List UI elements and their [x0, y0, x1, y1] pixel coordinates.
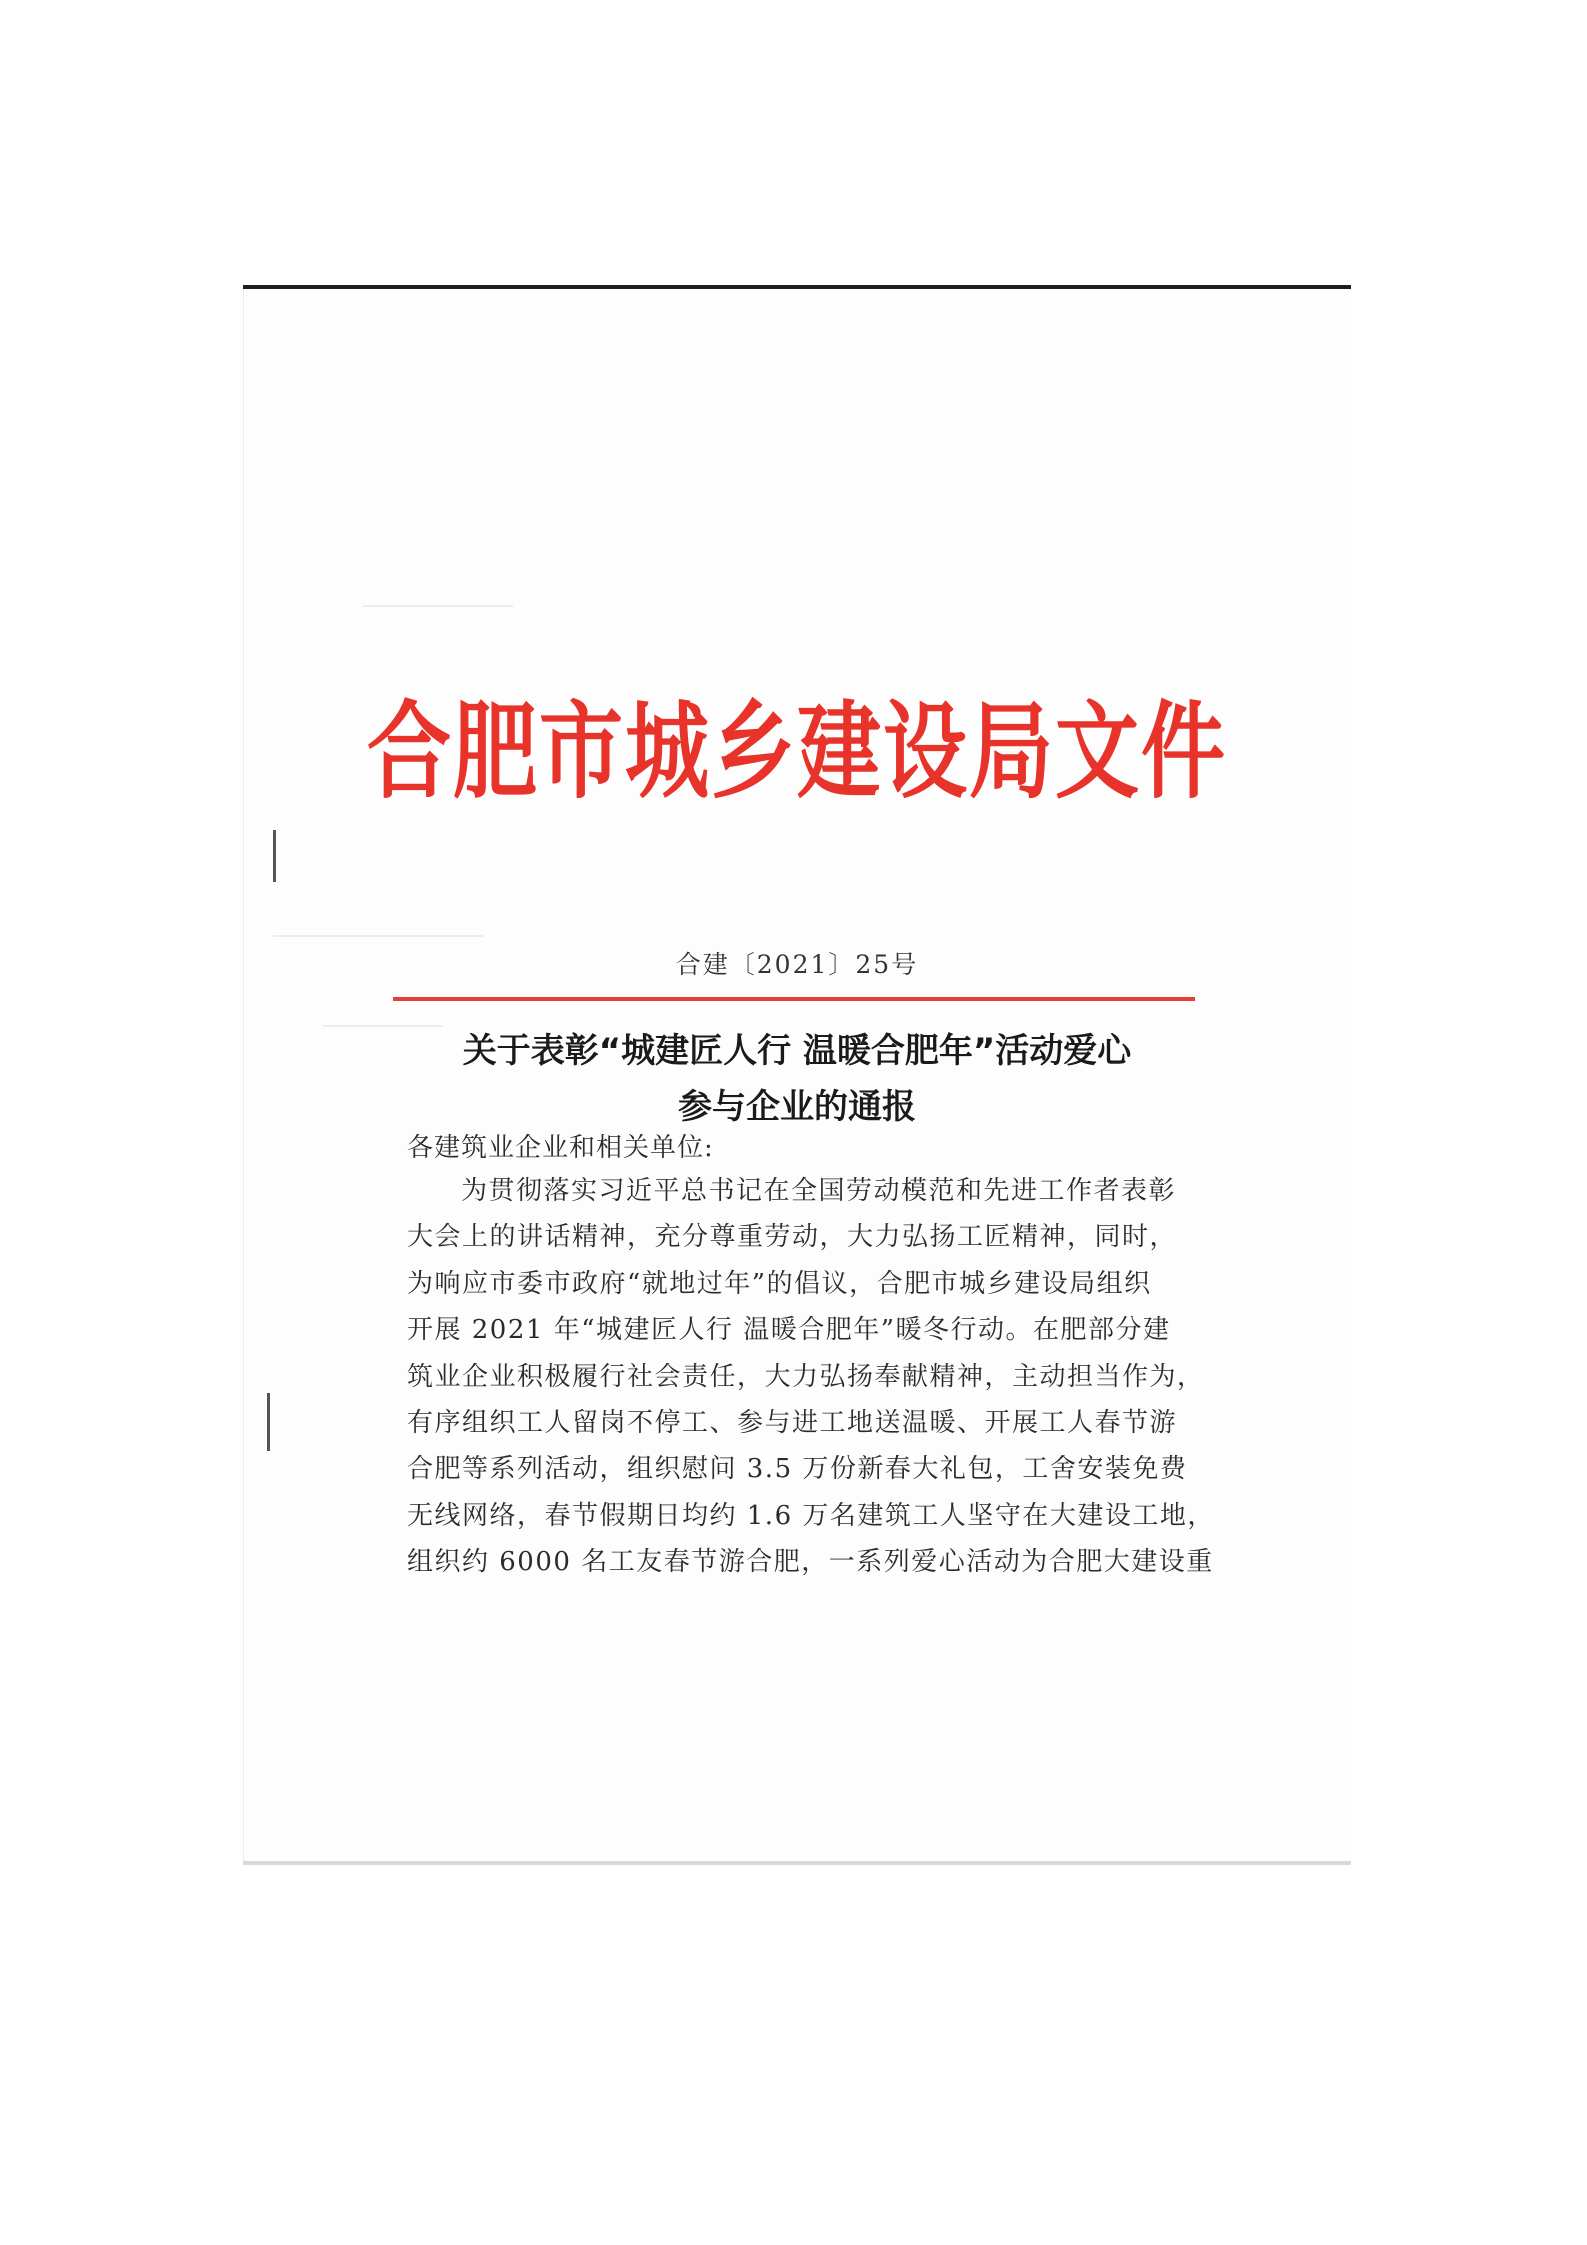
red-divider — [393, 997, 1195, 1001]
binding-mark — [267, 1393, 270, 1451]
bleed-through-mark — [363, 605, 513, 607]
issuer-header: 合肥市城乡建设局文件 — [366, 690, 1227, 813]
notice-title — [243, 1023, 1351, 1135]
scanned-page — [243, 285, 1351, 1865]
salutation: 各建筑业企业和相关单位: — [407, 1133, 714, 1163]
body-line: 组织约 6000 名工友春节游合肥，一系列爱心活动为合肥大建设重 — [407, 1547, 1214, 1578]
body-line: 无线网络，春节假期日均约 1.6 万名建筑工人坚守在大建设工地， — [407, 1500, 1215, 1531]
body-paragraph — [407, 1168, 1215, 1586]
binding-mark — [273, 830, 276, 882]
notice-title-line: 参与企业的通报 — [678, 1087, 916, 1127]
body-line: 合肥等系列活动，组织慰问 3.5 万份新春大礼包，工舍安装免费 — [407, 1454, 1188, 1485]
document-number: 合建〔2021〕25号 — [675, 950, 919, 979]
bleed-through-mark — [273, 935, 483, 937]
body-line: 开展 2021 年“城建匠人行 温暖合肥年”暖冬行动。在肥部分建 — [407, 1315, 1171, 1346]
body-line: 大会上的讲话精神，充分尊重劳动，大力弘扬工匠精神，同时， — [407, 1222, 1178, 1253]
body-line: 筑业企业积极履行社会责任，大力弘扬奉献精神，主动担当作为， — [407, 1361, 1205, 1392]
body-line: 有序组织工人留岗不停工、参与进工地送温暖、开展工人春节游 — [407, 1408, 1178, 1439]
scan-top-edge — [243, 285, 1351, 289]
body-line: 为贯彻落实习近平总书记在全国劳动模范和先进工作者表彰 — [461, 1176, 1177, 1206]
body-line: 为响应市委市政府“就地过年”的倡议，合肥市城乡建设局组织 — [407, 1268, 1152, 1299]
notice-title-line: 关于表彰“城建匠人行 温暖合肥年”活动爱心 — [462, 1031, 1132, 1071]
